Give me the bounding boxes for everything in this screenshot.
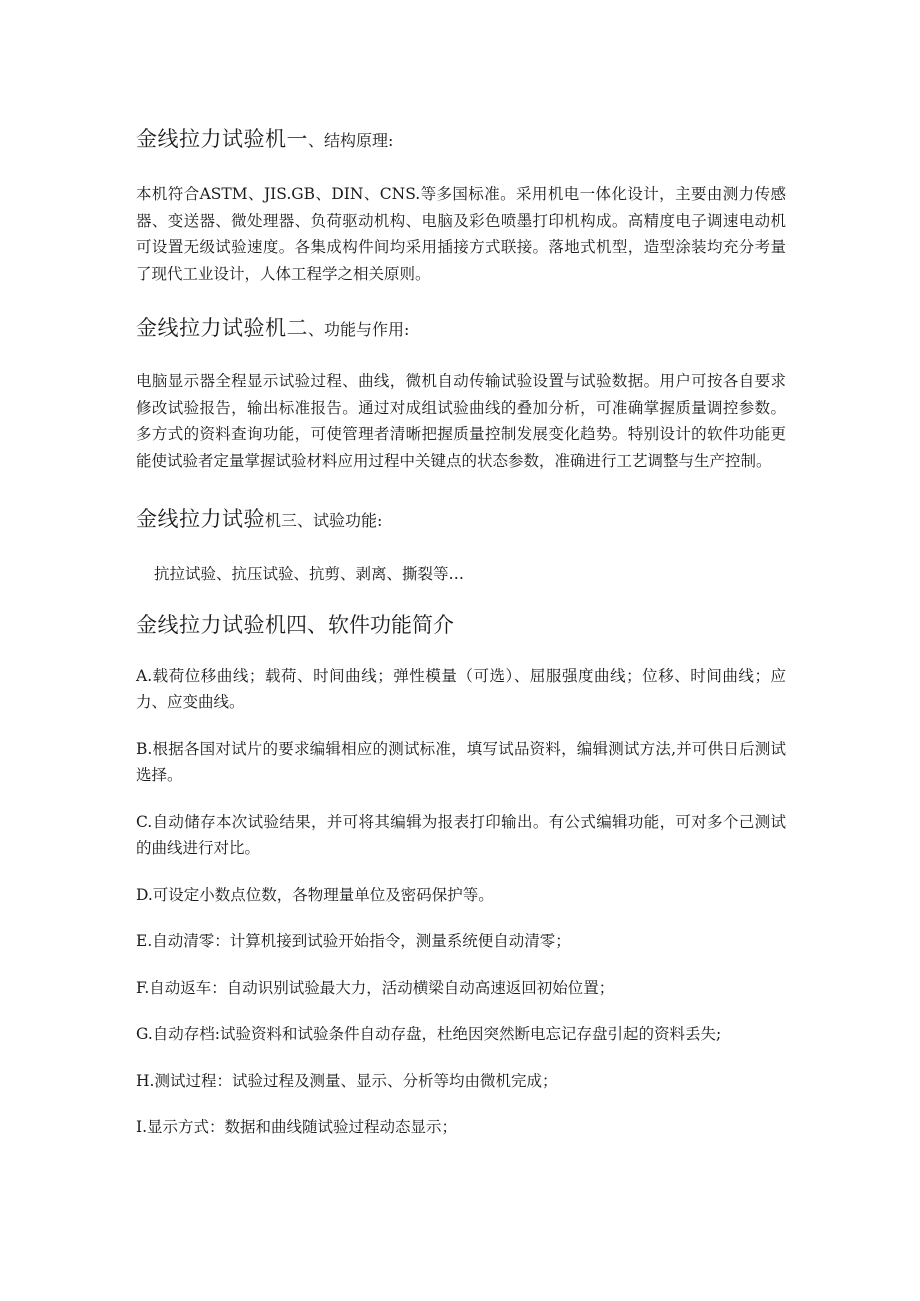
list-item: C.自动储存本次试验结果，并可将其编辑为报表打印输出。有公式编辑功能，可对多个己测试的曲线进行对比。 (136, 812, 786, 857)
list-item: I.显示方式：数据和曲线随试验过程动态显示； (136, 1118, 458, 1136)
section-heading-software: 金线拉力试验机四、软件功能简介 (136, 612, 454, 637)
list-item: A.载荷位移曲线；载荷、时间曲线；弹性模量（可选）、屈服强度曲线；位移、时间曲线；应力、应变曲线。 (136, 666, 786, 711)
list-item: G.自动存档:试验资料和试验条件自动存盘，杜绝因突然断电忘记存盘引起的资料丢失; (136, 1025, 722, 1043)
list-item: H.测试过程：试验过程及测量、显示、分析等均由微机完成； (136, 1071, 558, 1090)
list-item: E.自动清零：计算机接到试验开始指令，测量系统便自动清零； (136, 932, 571, 950)
section-body-function: 电脑显示器全程显示试验过程、曲线，微机自动传输试验设置与试验数据。用户可按各自要求修改试验报告，输出标准报告。通过对成组试验曲线的叠加分析，可准确掌握质量调控参数。多方式的资料查询功能，可使管理者清晰把握质量控制发展变化趋势。特别设计的软件功能更能使试验者定量掌握试验材料应用过程中关键点的状态参数，准确进行工艺调整与生产控制。 (136, 372, 786, 470)
section-body-structure: 本机符合ASTM、JIS.GB、DIN、CNS.等多国标准。采用机电一体化设计，主要由测力传感器、变送器、微处理器、负荷驱动机构、电脑及彩色喷墨打印机构成。高精度电子调速电动机可设置无级试验速度。各集成构件间均采用插接方式联接。落地式机型，造型涂装均充分考量了现代工业设计，人体工程学之相关原则。 (136, 185, 786, 283)
document-page (136, 118, 786, 1141)
list-item: B.根据各国对试片的要求编辑相应的测试标准，填写试品资料，编辑测试方法,并可供日后测试选择。 (136, 739, 786, 784)
section-body-test-functions: 抗拉试验、抗压试验、抗剪、剥离、撕裂等… (154, 565, 465, 583)
list-item: F.自动返车：自动识别试验最大力，活动横梁自动高速返回初始位置； (136, 978, 615, 997)
section-heading-test-functions: 金线拉力试验机三、试验功能: (136, 507, 383, 531)
section-heading-structure: 金线拉力试验机一、结构原理: (136, 127, 394, 151)
section-heading-function: 金线拉力试验机二、功能与作用: (136, 316, 410, 340)
list-item: D.可设定小数点位数，各物理量单位及密码保护等。 (136, 885, 494, 904)
